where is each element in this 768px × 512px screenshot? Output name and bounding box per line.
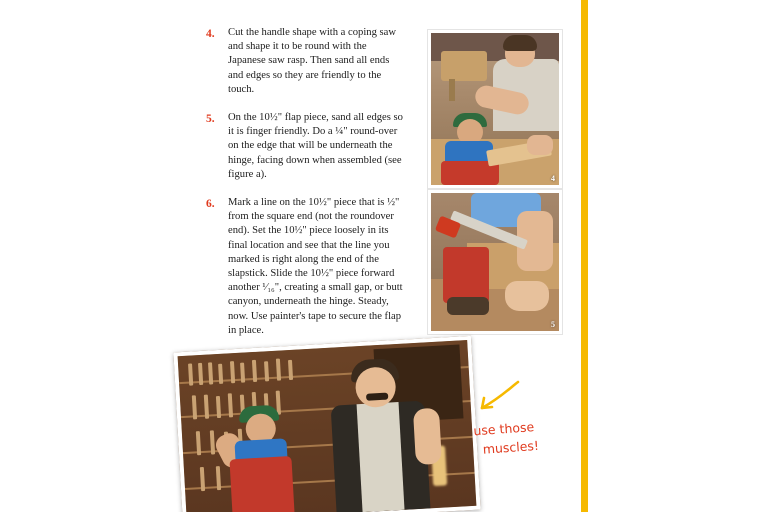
step-item [206,196,406,338]
photo-child-overalls [443,247,489,303]
step-item [206,111,406,182]
photo-adult-hair [503,35,537,51]
annotation-line-1: use those [472,419,535,439]
figure-photo-5 [428,190,562,334]
step-text: On the 10½" flap piece, sand all edges so it is finger friendly. Do a ¼" round-over on the edge that will be underneath the hinge, facing down when assembled (see figure a). [228,112,403,180]
photo-man-arm [413,408,442,465]
photo-stool [441,51,487,81]
step-number: 6. [206,198,215,211]
photo-man-shirt [357,402,405,512]
figure-number: 5 [551,320,555,329]
figure-number: 4 [551,174,555,183]
photo-man-mustache [366,393,388,401]
step-item [206,26,406,97]
workshop-photo [173,336,480,512]
handwritten-annotation [473,415,571,460]
step-text: Cut the handle shape with a coping saw and shape it to be round with the Japanese saw rasp. Then sand all ends and edges so they are friendly to the touch. [228,27,396,95]
handwritten-arrow-icon [472,378,522,416]
photo-stool-leg [449,79,455,101]
photo-child-foot [505,281,549,311]
photo-child-overalls [229,456,294,512]
annotation-line-2: muscles! [482,437,540,457]
figure-photo-4 [428,30,562,188]
instruction-steps [206,26,406,352]
step-number: 4. [206,28,215,40]
page-edge-rule [581,0,588,512]
photo-adult-hand [527,135,553,155]
step-text: Mark a line on the 10½" piece that is ½" from the square end (not the roundover end). Set the 10½" piece loosely in its final location and see that the line you marked is right along the end of the slapstick. Slide the 10½" piece forward another ¹⁄₁₆", creating a small gap, or butt canyon, underneath the hinge. Steady, now. Use painter's tape to secure the flap in place. [228,197,403,336]
step-number: 5. [206,113,215,126]
photo-child-shoe [447,297,489,315]
